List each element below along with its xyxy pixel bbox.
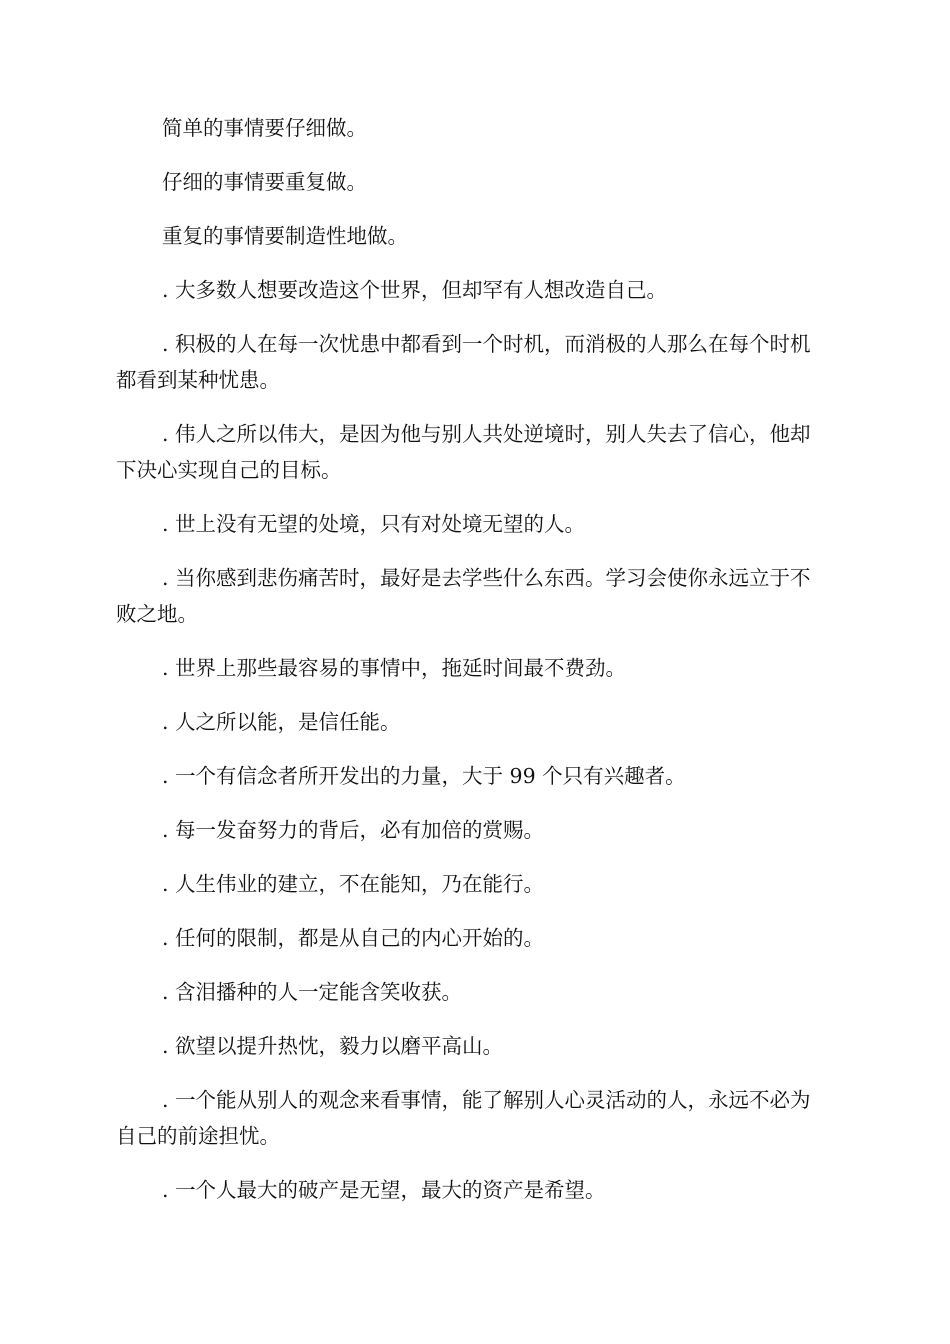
paragraph-2: 仔细的事情要重复做。 [162, 170, 367, 194]
paragraph-9: . 世界上那些最容易的事情中，拖延时间最不费劲。 [162, 656, 627, 680]
paragraph-15: . 含泪播种的人一定能含笑收获。 [162, 980, 463, 1004]
paragraph-4: . 大多数人想要改造这个世界，但却罕有人想改造自己。 [162, 278, 668, 302]
paragraph-14: . 任何的限制，都是从自己的内心开始的。 [162, 926, 545, 950]
paragraph-3: 重复的事情要制造性地做。 [162, 224, 408, 248]
paragraph-12: . 每一发奋努力的背后，必有加倍的赏赐。 [162, 818, 545, 842]
paragraph-5: . 积极的人在每一次忧患中都看到一个时机，而消极的人那么在每个时机都看到某种忧患。 [116, 332, 811, 392]
paragraph-6: . 伟人之所以伟大，是因为他与别人共处逆境时，别人失去了信心，他却下决心实现自己的目标。 [116, 422, 811, 482]
document-page [116, 110, 826, 1226]
paragraph-1: 简单的事情要仔细做。 [162, 116, 367, 140]
paragraph-8: . 当你感到悲伤痛苦时，最好是去学些什么东西。学习会使你永远立于不败之地。 [116, 566, 811, 626]
paragraph-10: . 人之所以能，是信任能。 [162, 710, 401, 734]
paragraph-18: . 一个人最大的破产是无望，最大的资产是希望。 [162, 1178, 606, 1202]
paragraph-17: . 一个能从别人的观念来看事情，能了解别人心灵活动的人，永远不必为自己的前途担忧。 [116, 1088, 811, 1148]
paragraph-13: . 人生伟业的建立，不在能知，乃在能行。 [162, 872, 545, 896]
paragraph-11: . 一个有信念者所开发出的力量，大于 99 个只有兴趣者。 [162, 764, 686, 788]
paragraph-16: . 欲望以提升热忱，毅力以磨平高山。 [162, 1034, 504, 1058]
paragraph-7: . 世上没有无望的处境，只有对处境无望的人。 [162, 512, 586, 536]
